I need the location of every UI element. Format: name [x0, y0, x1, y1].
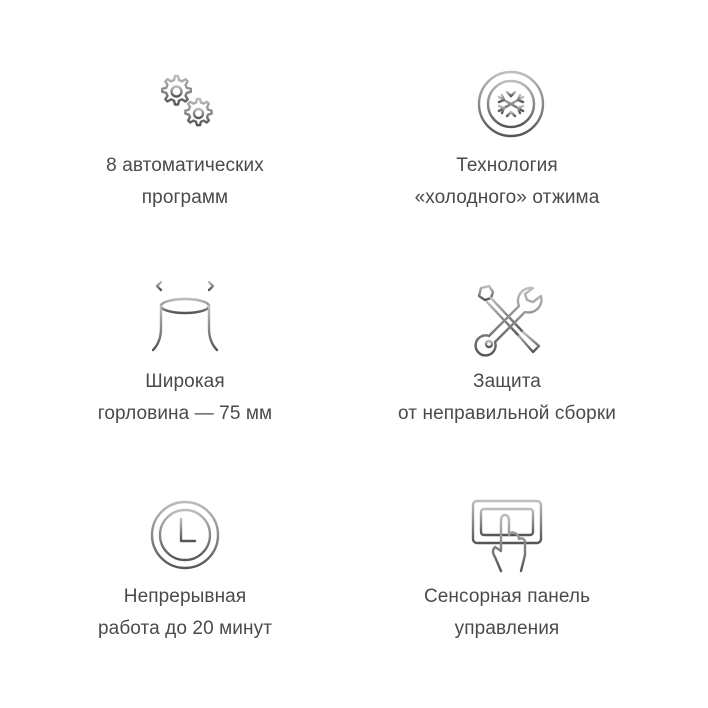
- gears-icon: [145, 64, 225, 144]
- feature-wide-neck: [35, 280, 335, 430]
- feature-assembly-protection: [357, 280, 657, 430]
- feature-caption: Широкая горловина — 75 мм: [97, 371, 273, 424]
- feature-programs: [35, 64, 335, 214]
- tools-icon: [467, 280, 547, 360]
- wide-neck-icon: [145, 280, 225, 360]
- feature-caption: Защита от неправильной сборки: [398, 371, 616, 424]
- feature-caption: Непрерывная работа до 20 минут: [97, 586, 272, 639]
- touch-panel-icon: [467, 495, 547, 575]
- feature-caption: 8 автоматических программ: [106, 155, 264, 208]
- feature-continuous-work: [35, 495, 335, 645]
- feature-caption: Технология «холодного» отжима: [414, 155, 600, 208]
- clock-icon: [145, 495, 225, 575]
- feature-cold-press: [357, 64, 657, 214]
- feature-caption: Сенсорная панель управления: [423, 586, 591, 639]
- feature-touch-panel: [357, 495, 657, 645]
- snowflake-icon: [467, 64, 547, 144]
